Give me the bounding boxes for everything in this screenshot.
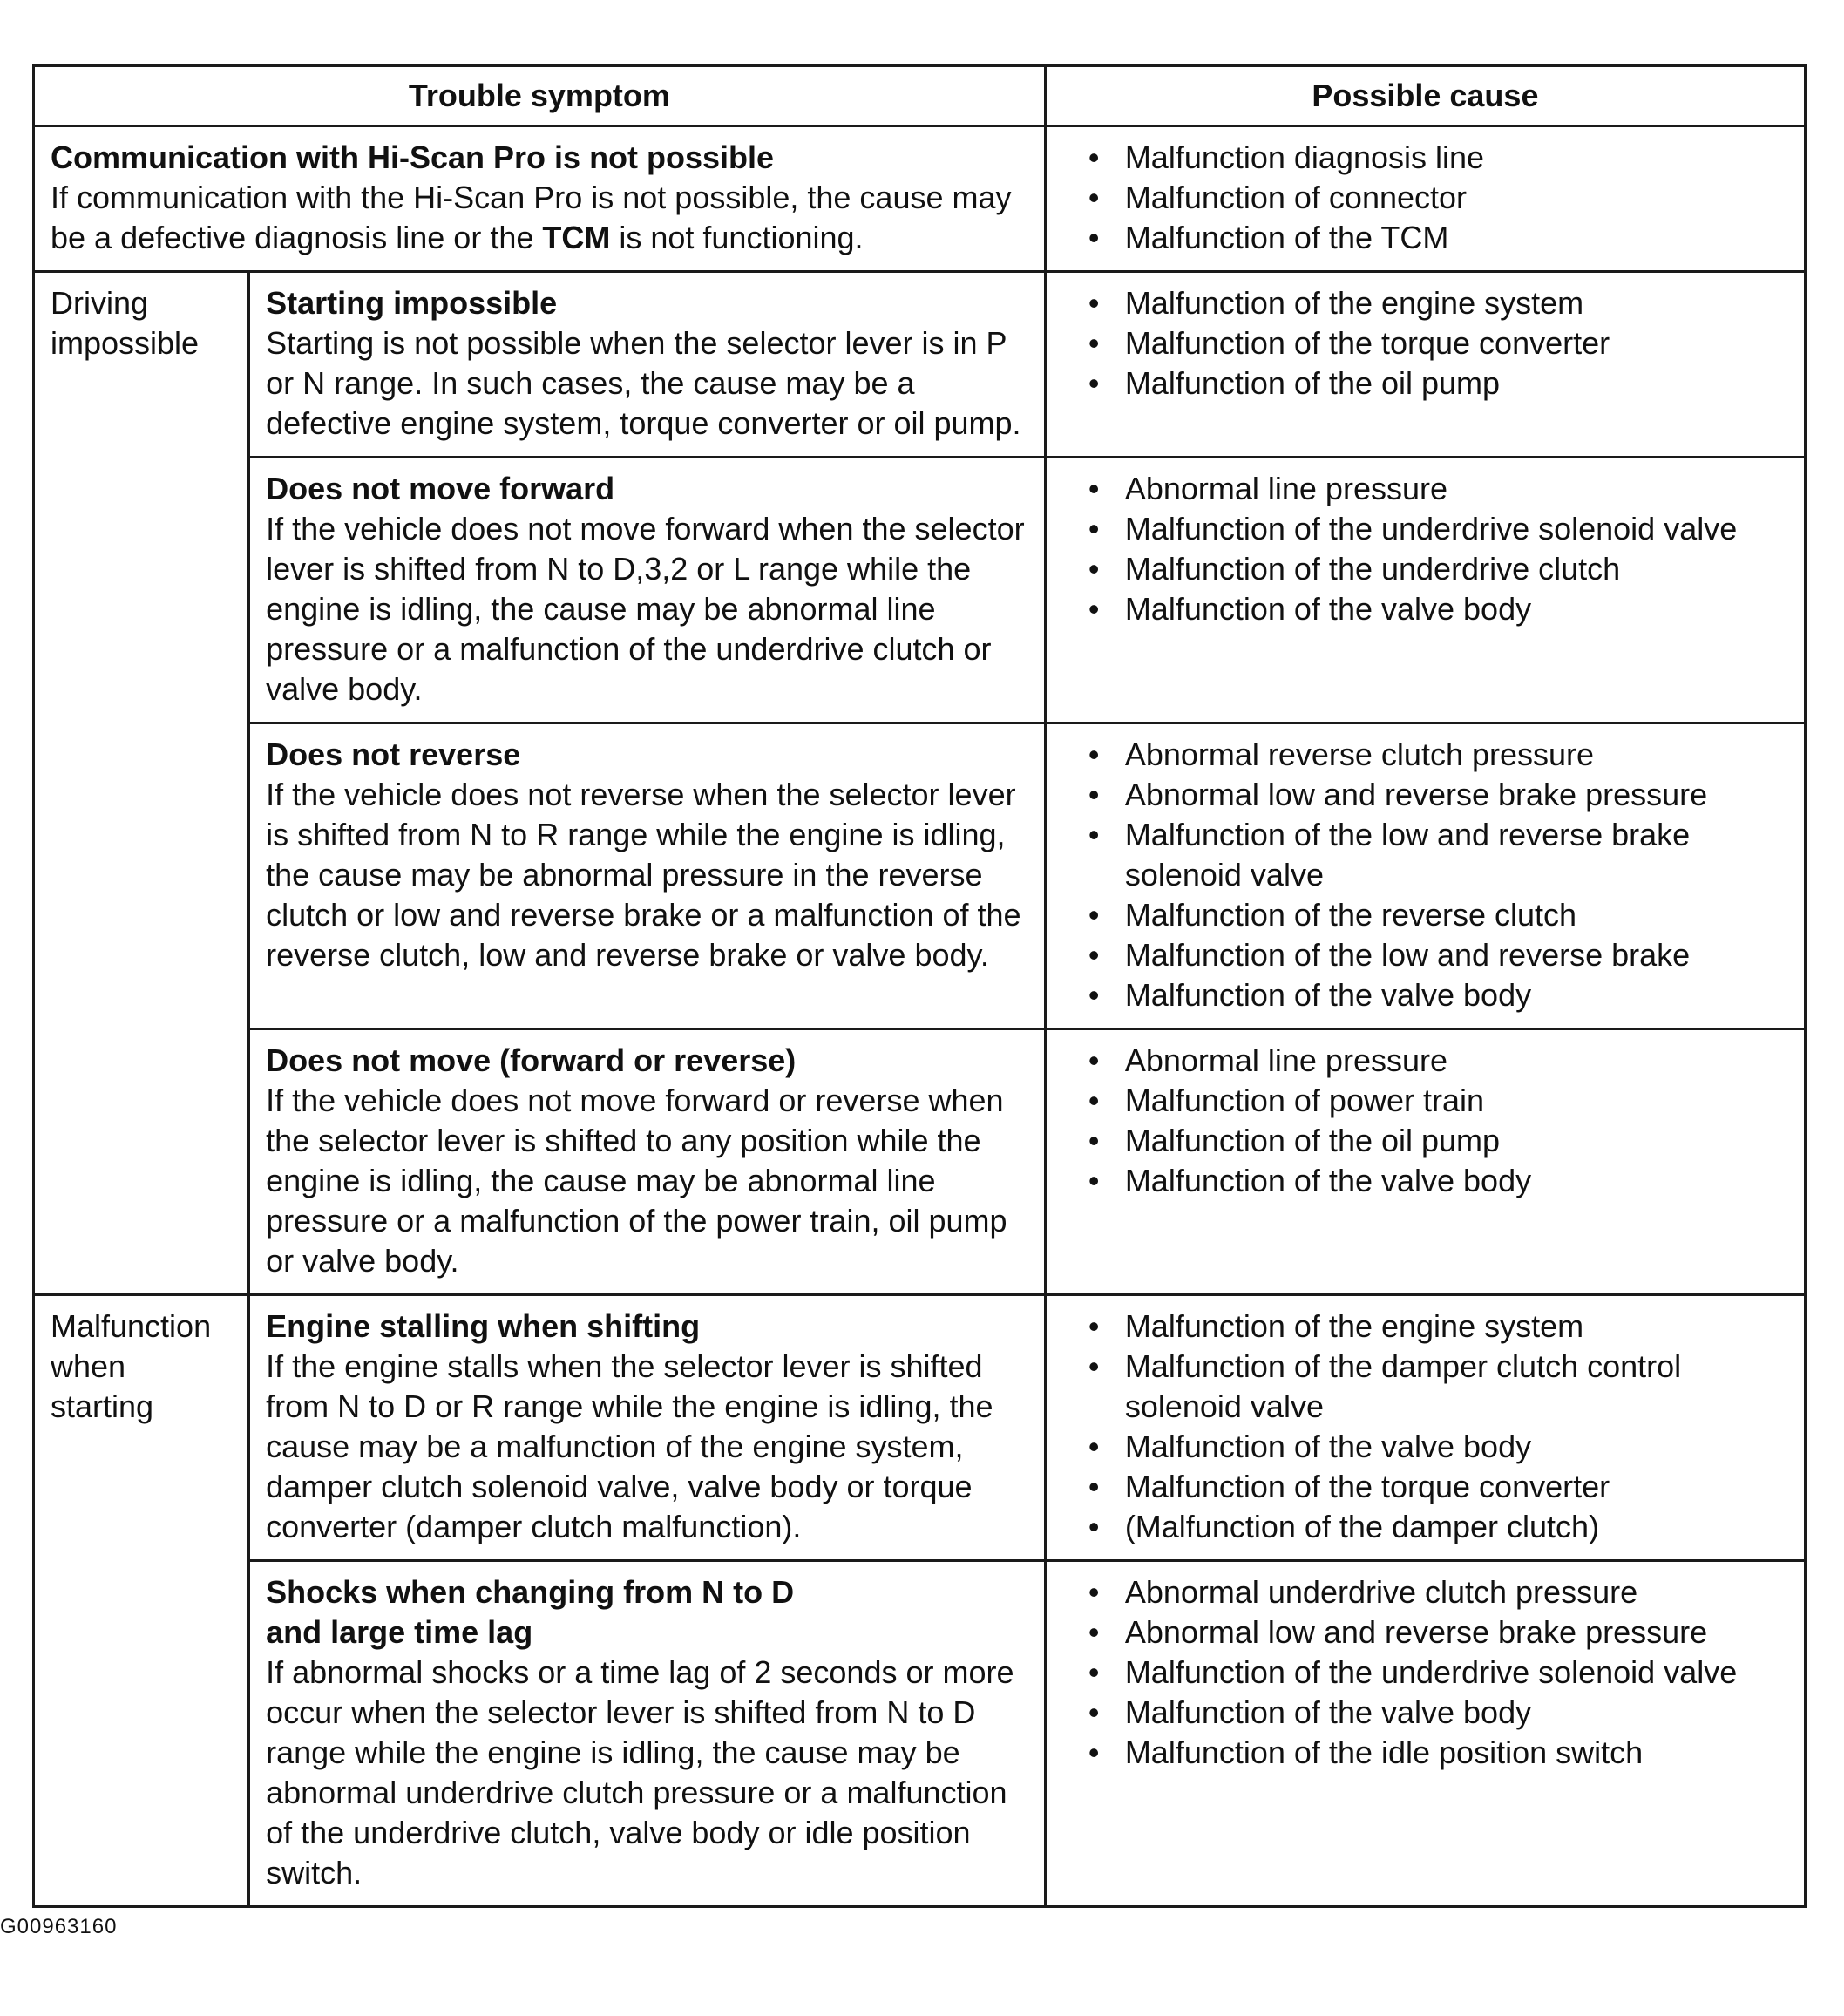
symptom-cell [34,126,1046,272]
table-row [34,1029,1806,1295]
cause-item: • Malfunction of the valve body [1088,589,1788,629]
cause-item: • Malfunction diagnosis line [1088,138,1788,178]
cause-item: • Abnormal low and reverse brake pressure [1088,775,1788,815]
symptom-cell [249,1561,1046,1907]
cause-item: • Malfunction of the low and reverse brake solenoid valve [1088,815,1788,895]
cause-item: • Malfunction of power train [1088,1081,1788,1121]
symptom-description-bold: TCM [542,220,611,255]
trouble-symptom-table [32,64,1807,1908]
table-row [34,1295,1806,1561]
cause-item: • Abnormal line pressure [1088,469,1788,509]
table-row [34,126,1806,272]
cause-item: • Malfunction of the reverse clutch [1088,895,1788,935]
cause-cell [1045,272,1805,458]
symptom-description: If abnormal shocks or a time lag of 2 seconds or more occur when the selector lever is shifted from N to D range while the engine is idling, the cause may be abnormal underdrive clutch pressure or a malfunction of the underdrive clutch, valve body or idle position switch. [266,1654,1014,1890]
symptom-title: and large time lag [266,1614,533,1650]
cause-cell [1045,1029,1805,1295]
cause-cell [1045,1561,1805,1907]
cause-list [1062,1572,1788,1773]
table-row [34,723,1806,1029]
symptom-title: Communication with Hi-Scan Pro is not possible [51,139,775,175]
cause-item: • Malfunction of the oil pump [1088,363,1788,404]
category-cell: Driving impossible [34,272,249,1295]
symptom-title: Does not move forward [266,471,615,506]
cause-item: • Malfunction of the torque converter [1088,323,1788,363]
cause-item: • Abnormal low and reverse brake pressure [1088,1612,1788,1653]
cause-list [1062,283,1788,404]
cause-item: • Malfunction of the valve body [1088,975,1788,1015]
symptom-title: Shocks when changing from N to D [266,1574,795,1610]
symptom-cell [249,723,1046,1029]
symptom-description: If the engine stalls when the selector lever is shifted from N to D or R range while the engine is idling, the cause may be a malfunction of the engine system, damper clutch solenoid valve, valve body or torque converter (damper clutch malfunction). [266,1348,993,1544]
symptom-description [51,178,1028,258]
cause-item: • Malfunction of the valve body [1088,1693,1788,1733]
cause-item: • Malfunction of the damper clutch control solenoid valve [1088,1347,1788,1427]
cause-item: • Malfunction of the low and reverse brake [1088,935,1788,975]
cause-cell [1045,723,1805,1029]
cause-item: • Malfunction of the oil pump [1088,1121,1788,1161]
symptom-cell [249,272,1046,458]
cause-item: • Malfunction of the underdrive solenoid valve [1088,509,1788,549]
symptom-title: Does not reverse [266,736,521,772]
symptom-cell [249,458,1046,723]
header-trouble-symptom: Trouble symptom [34,66,1046,126]
cause-list [1062,735,1788,1015]
cause-item: • Malfunction of the torque converter [1088,1467,1788,1507]
cause-item: • Malfunction of the underdrive clutch [1088,549,1788,589]
symptom-cell [249,1029,1046,1295]
symptom-description-text: If communication with the Hi-Scan Pro is not possible, the cause may be a defective diagnosis line or the [51,180,1012,255]
symptom-title: Does not move (forward or reverse) [266,1042,797,1078]
cause-item: • Malfunction of the idle position switch [1088,1733,1788,1773]
cause-list [1062,469,1788,629]
cause-cell [1045,1295,1805,1561]
cause-item: • Malfunction of the valve body [1088,1427,1788,1467]
category-cell: Malfunction when starting [34,1295,249,1907]
cause-list [1062,138,1788,258]
table-row [34,272,1806,458]
cause-cell [1045,126,1805,272]
symptom-description: If the vehicle does not move forward or reverse when the selector lever is shifted to any position while the engine is idling, the cause may be abnormal line pressure or a malfunction of the power train, oil pump or valve body. [266,1083,1007,1279]
cause-item: • Malfunction of the underdrive solenoid valve [1088,1653,1788,1693]
cause-cell [1045,458,1805,723]
cause-list [1062,1307,1788,1547]
symptom-title: Engine stalling when shifting [266,1308,701,1344]
symptom-description: If the vehicle does not move forward when the selector lever is shifted from N to D,3,2 or L range while the engine is idling, the cause may be abnormal line pressure or a malfunction of the underdrive clutch or valve body. [266,511,1025,707]
cause-item: • Malfunction of connector [1088,178,1788,218]
symptom-cell [249,1295,1046,1561]
cause-item: • Malfunction of the TCM [1088,218,1788,258]
cause-item: • Abnormal underdrive clutch pressure [1088,1572,1788,1612]
cause-item: • Abnormal reverse clutch pressure [1088,735,1788,775]
symptom-description: Starting is not possible when the selector lever is in P or N range. In such cases, the cause may be a defective engine system, torque converter or oil pump. [266,325,1021,441]
cause-item: • Malfunction of the valve body [1088,1161,1788,1201]
table-row [34,1561,1806,1907]
symptom-description-text: is not functioning. [610,220,864,255]
header-possible-cause: Possible cause [1045,66,1805,126]
header-row [34,66,1806,126]
cause-item: • Malfunction of the engine system [1088,283,1788,323]
symptom-description: If the vehicle does not reverse when the selector lever is shifted from N to R range while the engine is idling, the cause may be abnormal pressure in the reverse clutch or low and reverse brake or a malfunction of the reverse clutch, low and reverse brake or valve body. [266,777,1021,973]
cause-item: • (Malfunction of the damper clutch) [1088,1507,1788,1547]
table-row [34,458,1806,723]
figure-code: G00963160 [0,1915,118,1938]
symptom-title: Starting impossible [266,285,558,321]
cause-item: • Malfunction of the engine system [1088,1307,1788,1347]
cause-item: • Abnormal line pressure [1088,1041,1788,1081]
cause-list [1062,1041,1788,1201]
